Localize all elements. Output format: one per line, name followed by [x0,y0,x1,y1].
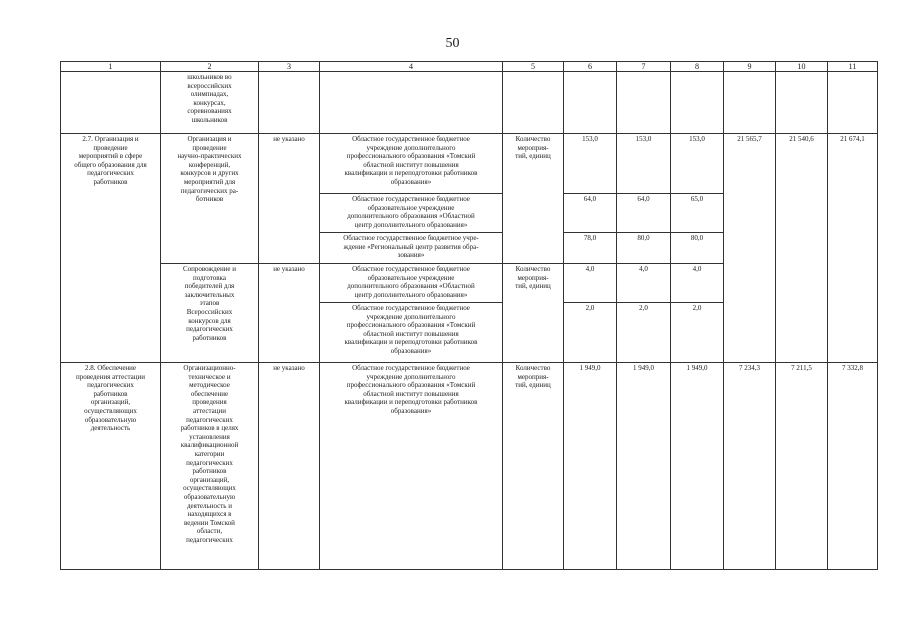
indicator-cell: не указано [259,264,320,363]
value-cell: 2,0 [617,303,671,363]
budget-cell: 21 540,6 [776,134,828,363]
value-cell: 78,0 [564,233,617,264]
col-header-4: 4 [320,62,503,72]
measure-cell: 2.8. Обеспечение проведения аттестации педагогических работников организаций, осуществляющих образовательную деятельность [61,363,161,570]
value-cell: 153,0 [671,134,724,194]
activity-cell: Организация и проведение научно-практических конференций, конкурсов и других мероприятий для педагогических ра- ботников [161,134,259,264]
col-header-6: 6 [564,62,617,72]
value-cell: 1 949,0 [617,363,671,570]
column-number-row [61,62,878,72]
value-cell: 4,0 [564,264,617,303]
activity-cell: Сопровождение и подготовка победителей для заключительных этапов Всероссийских конкурсов для педагогических работников [161,264,259,363]
value-cell: 65,0 [671,194,724,233]
col-header-11: 11 [828,62,878,72]
value-cell: 153,0 [617,134,671,194]
activity-cell: Организационно- техническое и методическое обеспечение проведения аттестации педагогических работников в целях установления квалификационной категории педагогических работников организаций, осуществляющих образовательную деятельность и находящихся в ведении Томской области, педагогических [161,363,259,570]
col-header-3: 3 [259,62,320,72]
executor-cell: Областное государственное бюджетное учреждение дополнительного профессионального образования «Томский областной институт повышения квалификации и переподготовки работников образования» [320,363,503,570]
executor-cell: Областное государственное бюджетное образовательное учреждение дополнительного образования «Областной центр дополнительного образования» [320,194,503,233]
table-row-2-8 [61,363,878,570]
measure-cell: 2.7. Организация и проведение мероприятий в сфере общего образования для педагогических работников [61,134,161,363]
executor-cell: Областное государственное бюджетное учре- ждение «Региональный центр развития обра- зования» [320,233,503,264]
table-row-2-7 [61,134,878,194]
value-cell: 2,0 [671,303,724,363]
indicator-cell: не указано [259,363,320,570]
budget-cell: 7 234,3 [724,363,776,570]
executor-cell: Областное государственное бюджетное учреждение дополнительного профессионального образования «Томский областной институт повышения квалификации и переподготовки работников образования» [320,134,503,194]
col-header-7: 7 [617,62,671,72]
col-header-8: 8 [671,62,724,72]
executor-cell: Областное государственное бюджетное образовательное учреждение дополнительного образования «Областной центр дополнительного образования» [320,264,503,303]
activity-cell: школьников во всероссийских олимпиадах, конкурсах, соревнованиях школьников [161,72,259,134]
value-cell: 4,0 [617,264,671,303]
budget-cell: 21 674,1 [828,134,878,363]
budget-cell: 7 332,8 [828,363,878,570]
value-cell: 80,0 [617,233,671,264]
col-header-5: 5 [503,62,564,72]
value-cell: 153,0 [564,134,617,194]
unit-cell: Количество мероприя- тий, единиц [503,264,564,363]
unit-cell: Количество мероприя- тий, единиц [503,134,564,264]
unit-cell: Количество мероприя- тий, единиц [503,363,564,570]
value-cell: 1 949,0 [671,363,724,570]
indicator-cell: не указано [259,134,320,264]
executor-cell: Областное государственное бюджетное учреждение дополнительного профессионального образования «Томский областной институт повышения квалификации и переподготовки работников образования» [320,303,503,363]
value-cell: 4,0 [671,264,724,303]
col-header-10: 10 [776,62,828,72]
col-header-2: 2 [161,62,259,72]
value-cell: 64,0 [617,194,671,233]
value-cell: 1 949,0 [564,363,617,570]
value-cell: 80,0 [671,233,724,264]
col-header-1: 1 [61,62,161,72]
table-row-continuation [61,72,878,134]
budget-cell: 21 565,7 [724,134,776,363]
budget-cell: 7 211,5 [776,363,828,570]
value-cell: 64,0 [564,194,617,233]
page-number: 50 [445,36,460,51]
col-header-9: 9 [724,62,776,72]
program-table [60,61,878,570]
value-cell: 2,0 [564,303,617,363]
